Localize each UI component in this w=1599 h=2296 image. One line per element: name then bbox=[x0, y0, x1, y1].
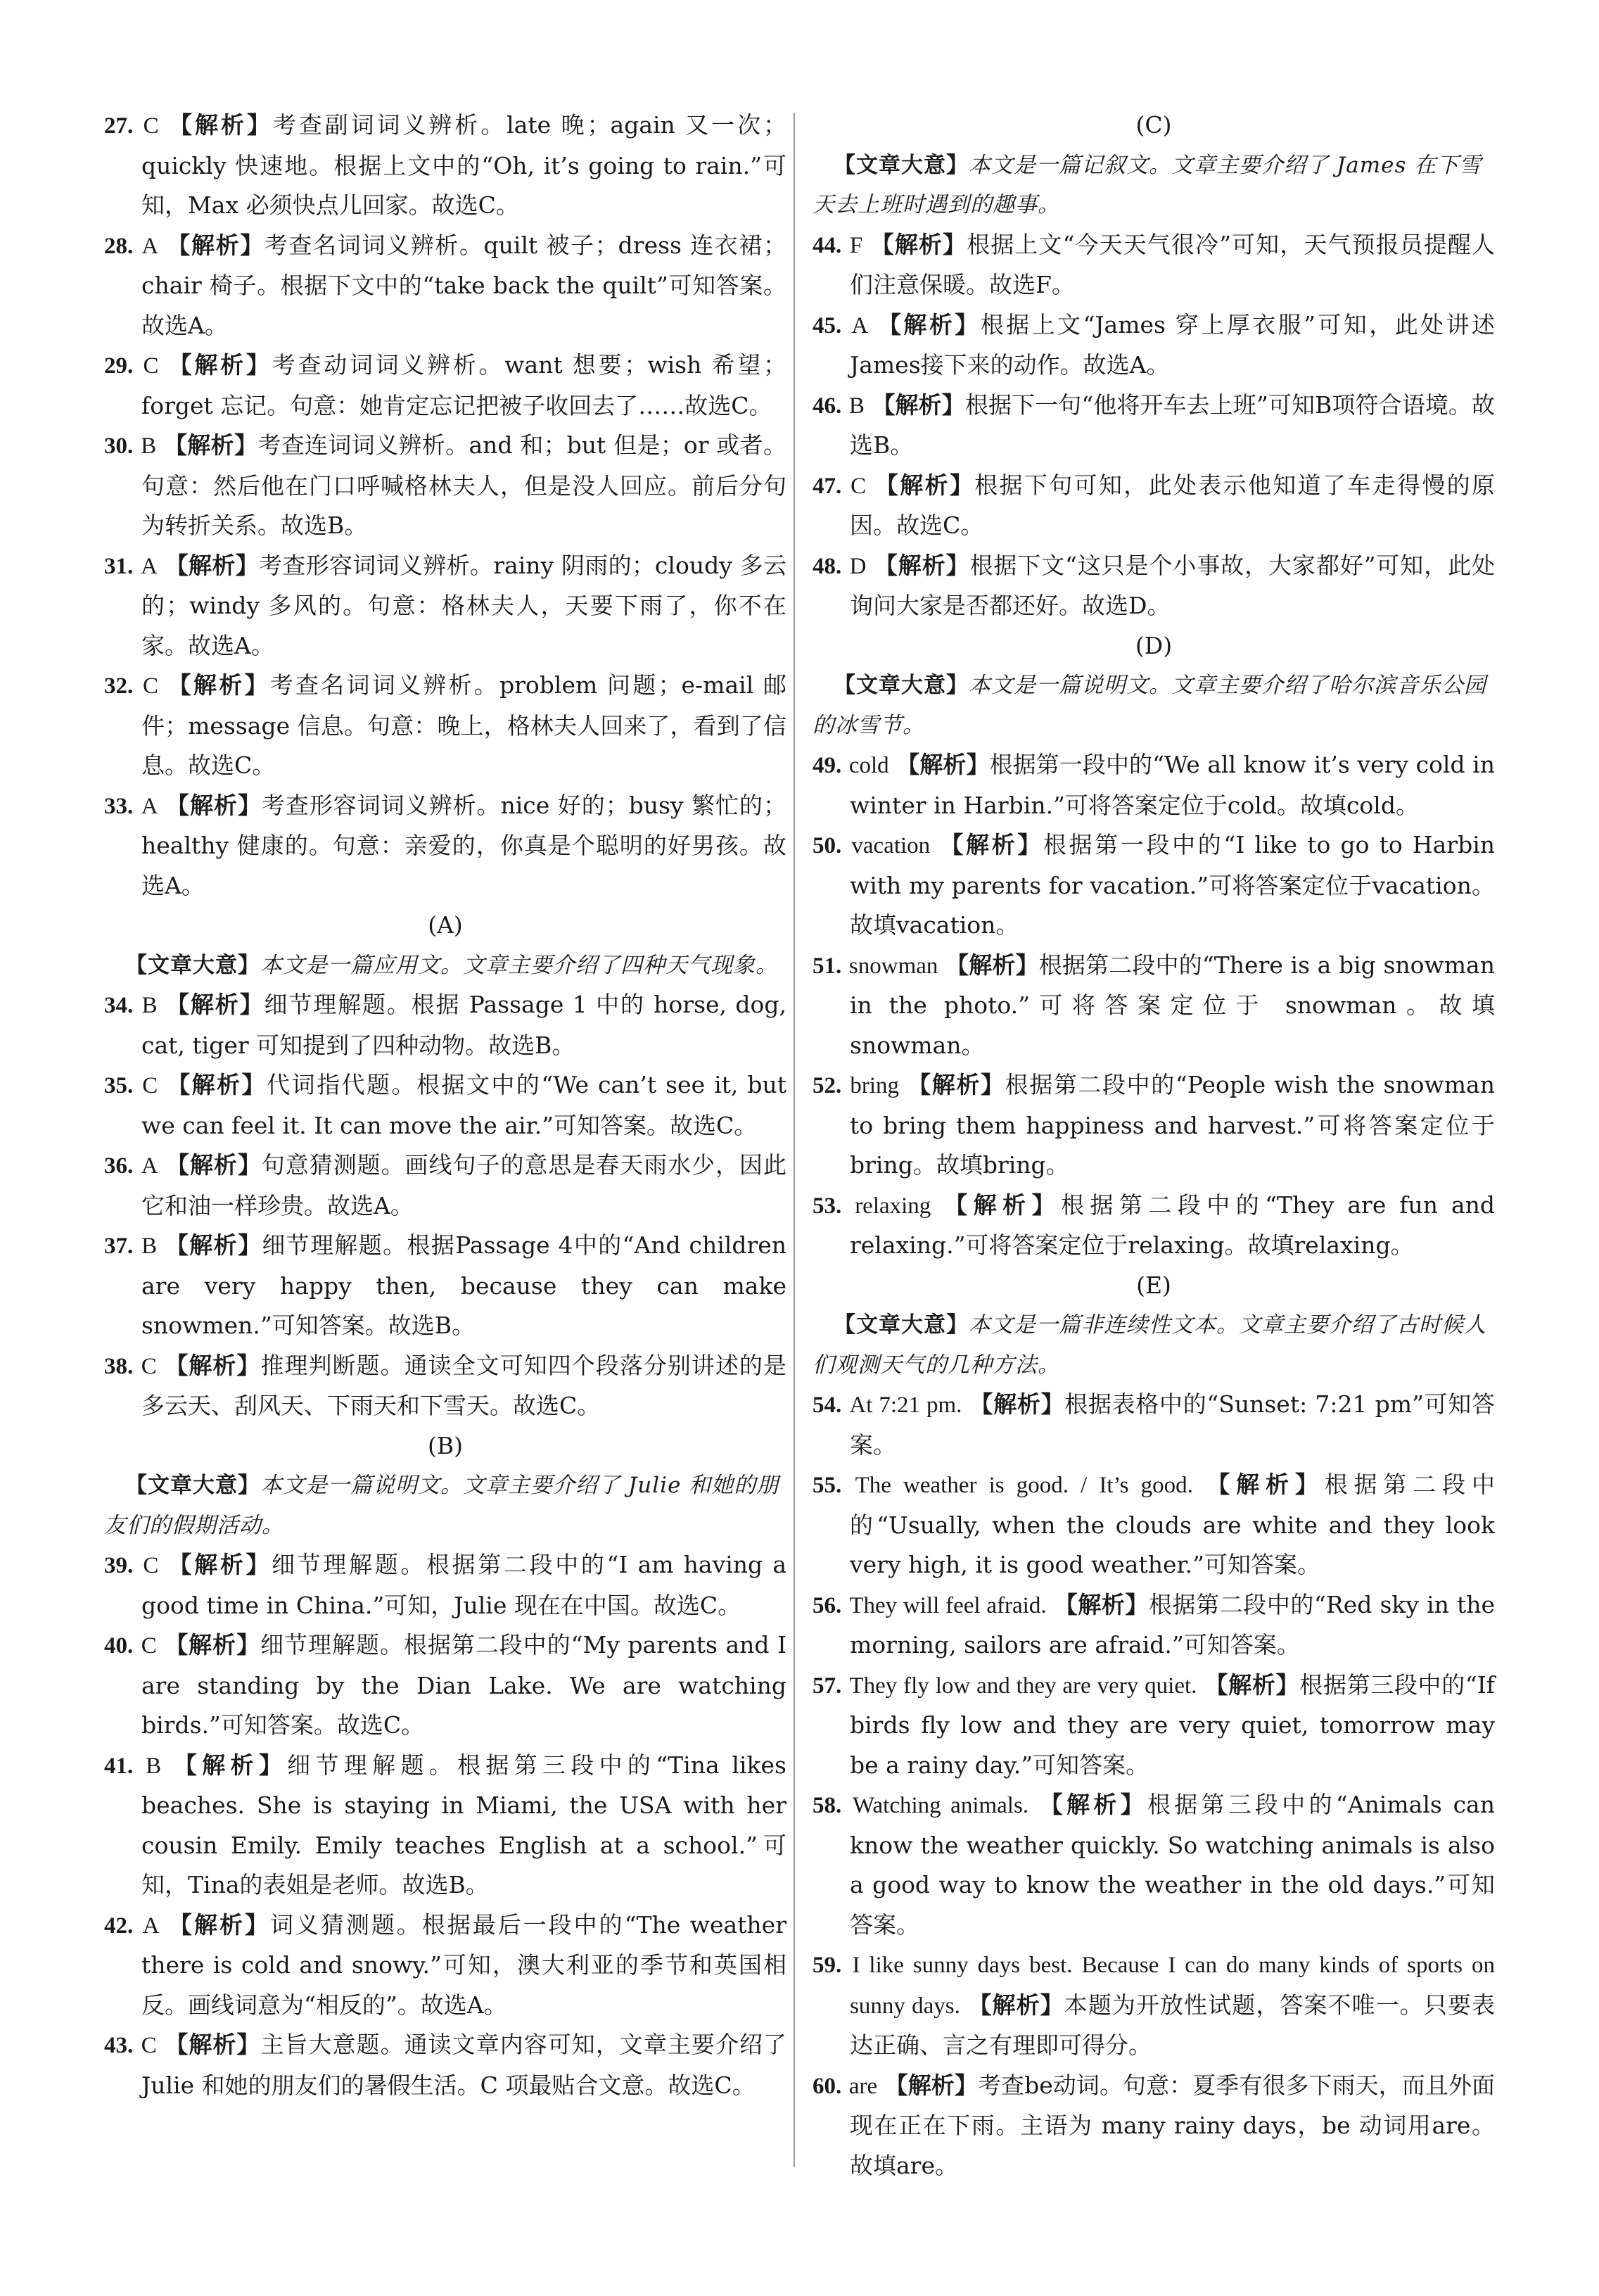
question-number: 46. bbox=[813, 393, 842, 419]
analysis-tag: 【解析】 bbox=[163, 431, 258, 459]
analysis-tag: 【解析】 bbox=[165, 991, 265, 1018]
answer-entry bbox=[104, 1625, 786, 1746]
question-number: 50. bbox=[813, 833, 842, 858]
analysis-text: 根据表格中的“Sunset: 7:21 pm”可知答案。 bbox=[850, 1390, 1495, 1459]
answer-entry bbox=[813, 466, 1495, 546]
question-number: 58. bbox=[813, 1793, 842, 1818]
answer-entry bbox=[104, 546, 786, 666]
analysis-tag: 【解析】 bbox=[944, 1191, 1062, 1219]
question-number: 56. bbox=[813, 1592, 842, 1618]
answer-entry bbox=[813, 1385, 1495, 1465]
question-number: 40. bbox=[104, 1633, 134, 1658]
analysis-text: 代词指代题。根据文中的“We can’t see it, but we can feel it. It can move the air.”可知答案。故选C。 bbox=[141, 1071, 786, 1139]
question-number: 33. bbox=[104, 793, 134, 819]
answer-entry bbox=[104, 985, 786, 1065]
analysis-text: 根据第一段中的“We all know it’s very cold in winter in Harbin.”可将答案定位于cold。故填cold。 bbox=[850, 751, 1495, 819]
answer-choice: The weather is good. / It’s good. bbox=[855, 1473, 1193, 1498]
analysis-tag: 【解析】 bbox=[874, 551, 970, 579]
analysis-tag: 【解析】 bbox=[1054, 1590, 1149, 1618]
answer-choice: A bbox=[141, 553, 158, 579]
summary-tag: 【文章大意】 bbox=[834, 673, 969, 698]
answer-choice: B bbox=[146, 1753, 162, 1779]
answer-entry bbox=[104, 1065, 786, 1146]
answer-entry bbox=[104, 1226, 786, 1346]
answer-entry bbox=[813, 305, 1495, 386]
question-number: 39. bbox=[104, 1553, 134, 1578]
answer-entry bbox=[813, 1785, 1495, 1945]
question-number: 38. bbox=[104, 1353, 134, 1379]
analysis-text: 词义猜测题。根据最后一段中的“The weather there is cold and snowy.”可知，澳大利亚的季节和英国相反。画线词意为“相反的”。故选A。 bbox=[141, 1910, 786, 2019]
passage-summary bbox=[813, 146, 1495, 225]
analysis-tag: 【解析】 bbox=[166, 1151, 262, 1179]
summary-tag: 【文章大意】 bbox=[834, 152, 969, 178]
analysis-tag: 【解析】 bbox=[166, 791, 262, 819]
answer-entry bbox=[104, 426, 786, 546]
analysis-text: 根据第一段中的“I like to go to Harbin with my parents for vacation.”可将答案定位于vacation。故填vacation。 bbox=[850, 831, 1495, 939]
answer-choice: F bbox=[849, 232, 863, 258]
analysis-text: 根据下一句“他将开车去上班”可知B项符合语境。故选B。 bbox=[850, 391, 1496, 459]
answer-choice: C bbox=[142, 1073, 158, 1098]
question-number: 28. bbox=[104, 233, 134, 259]
question-number: 34. bbox=[104, 993, 134, 1018]
analysis-text: 根据第二段中的“Usually, when the clouds are white and they look very high, it is good weather.”可知答案。 bbox=[850, 1471, 1495, 1578]
analysis-tag: 【解析】 bbox=[874, 471, 975, 499]
analysis-tag: 【解析】 bbox=[884, 2071, 978, 2099]
answer-entry bbox=[813, 2066, 1495, 2186]
analysis-text: 根据第二段中的“They are fun and relaxing.”可将答案定位于relaxing。故填relaxing。 bbox=[850, 1191, 1495, 1259]
answer-entry bbox=[813, 1065, 1495, 1186]
analysis-tag: 【解析】 bbox=[165, 1351, 261, 1379]
answer-choice: B bbox=[141, 993, 158, 1018]
analysis-text: 细节理解题。根据第二段中的“My parents and I are standing by the Dian Lake. We are watching birds.”可知答案。故选C。 bbox=[141, 1631, 786, 1739]
answer-choice: At 7:21 pm. bbox=[849, 1393, 962, 1418]
section-heading: (C) bbox=[1135, 111, 1172, 139]
analysis-text: 根据上文“今天天气很冷”可知，天气预报员提醒人们注意保暖。故选F。 bbox=[850, 230, 1496, 298]
analysis-text: 根据下文“这只是个小事故，大家都好”可知，此处询问大家是否都还好。故选D。 bbox=[850, 551, 1495, 619]
answer-entry bbox=[104, 106, 786, 226]
summary-text: 本文是一篇记叙文。文章主要介绍了 James 在下雪天去上班时遇到的趣事。 bbox=[813, 152, 1482, 217]
question-number: 49. bbox=[813, 753, 842, 778]
answer-entry bbox=[813, 946, 1495, 1066]
question-number: 36. bbox=[104, 1153, 134, 1179]
answer-entry bbox=[813, 1186, 1495, 1266]
section-heading: (E) bbox=[1136, 1271, 1171, 1299]
analysis-text: 考查名词词义辨析。problem 问题；e-mail 邮件；message 信息。句意：晚上，格林夫人回来了，看到了信息。故选C。 bbox=[141, 671, 786, 779]
answer-choice: B bbox=[141, 1233, 158, 1259]
analysis-tag: 【解析】 bbox=[1204, 1670, 1300, 1699]
answer-choice: C bbox=[141, 1633, 157, 1658]
answer-choice: A bbox=[141, 793, 158, 819]
analysis-text: 细节理解题。根据第二段中的“I am having a good time in China.”可知，Julie 现在在中国。故选C。 bbox=[141, 1551, 786, 1619]
analysis-text: 考查副词词义辨析。late 晚；again 又一次；quickly 快速地。根据上文中的“Oh, it’s going to rain.”可知，Max 必须快点儿回家。故选C。 bbox=[141, 111, 787, 219]
summary-tag: 【文章大意】 bbox=[834, 1312, 969, 1338]
answer-entry bbox=[813, 386, 1495, 466]
passage-summary bbox=[104, 946, 786, 986]
answer-choice: They will feel afraid. bbox=[849, 1592, 1047, 1618]
question-number: 57. bbox=[813, 1673, 842, 1699]
analysis-tag: 【解析】 bbox=[969, 1390, 1065, 1418]
answer-entry bbox=[104, 226, 786, 346]
question-number: 27. bbox=[104, 113, 134, 139]
answer-choice: bring bbox=[850, 1073, 900, 1098]
analysis-text: 考查名词词义辨析。quilt 被子；dress 连衣裙；chair 椅子。根据下文中的“take back the quilt”可知答案。故选A。 bbox=[141, 231, 786, 339]
question-number: 55. bbox=[813, 1473, 842, 1498]
answer-entry bbox=[813, 825, 1495, 946]
analysis-text: 主旨大意题。通读文章内容可知，文章主要介绍了 Julie 和她的朋友们的暑假生活。C 项最贴合文意。故选C。 bbox=[141, 2031, 787, 2099]
analysis-tag: 【解析】 bbox=[167, 231, 265, 259]
analysis-tag: 【解析】 bbox=[1039, 1791, 1147, 1818]
question-number: 30. bbox=[104, 433, 134, 459]
answer-choice: A bbox=[141, 1153, 158, 1179]
analysis-text: 根据第二段中的“Red sky in the morning, sailors are afraid.”可知答案。 bbox=[850, 1590, 1495, 1658]
analysis-tag: 【解析】 bbox=[872, 391, 965, 419]
section-heading: (D) bbox=[1135, 631, 1173, 659]
question-number: 32. bbox=[104, 673, 134, 699]
question-number: 47. bbox=[813, 473, 842, 499]
answer-choice: C bbox=[143, 1553, 159, 1578]
answer-choice: C bbox=[143, 673, 159, 699]
question-number: 59. bbox=[813, 1953, 842, 1978]
summary-text: 本文是一篇说明文。文章主要介绍了哈尔滨音乐公园的冰雪节。 bbox=[813, 673, 1486, 738]
analysis-text: 考查形容词词义辨析。nice 好的；busy 繁忙的；healthy 健康的。句意：亲爱的，你真是个聪明的好男孩。故选A。 bbox=[141, 791, 786, 899]
question-number: 51. bbox=[813, 953, 842, 979]
analysis-text: 本题为开放性试题，答案不唯一。只要表达正确、言之有理即可得分。 bbox=[850, 1991, 1495, 2059]
answer-entry bbox=[104, 1146, 786, 1226]
analysis-tag: 【解析】 bbox=[968, 1991, 1064, 2019]
answer-choice: cold bbox=[848, 753, 889, 778]
question-number: 29. bbox=[104, 353, 134, 379]
answer-entry bbox=[104, 666, 786, 786]
answer-entry bbox=[104, 345, 786, 426]
analysis-tag: 【解析】 bbox=[165, 551, 260, 579]
analysis-tag: 【解析】 bbox=[870, 230, 967, 258]
question-number: 54. bbox=[813, 1393, 842, 1418]
analysis-tag: 【解析】 bbox=[165, 2031, 261, 2058]
passage-summary bbox=[104, 1466, 786, 1545]
answer-entry bbox=[813, 1465, 1495, 1585]
analysis-tag: 【解析】 bbox=[168, 1551, 272, 1578]
answer-choice: B bbox=[848, 393, 865, 419]
question-number: 60. bbox=[813, 2073, 842, 2099]
analysis-tag: 【解析】 bbox=[167, 1071, 267, 1098]
answer-entry bbox=[104, 1545, 786, 1625]
summary-text: 本文是一篇非连续性文本。文章主要介绍了古时候人们观测天气的几种方法。 bbox=[813, 1312, 1486, 1378]
summary-text: 本文是一篇应用文。文章主要介绍了四种天气现象。 bbox=[260, 952, 778, 978]
analysis-text: 根据上文“James 穿上厚衣服”可知，此处讲述 James接下来的动作。故选A。 bbox=[850, 310, 1496, 379]
summary-tag: 【文章大意】 bbox=[125, 952, 260, 978]
column-divider bbox=[794, 113, 795, 2167]
analysis-tag: 【解析】 bbox=[945, 951, 1039, 979]
question-number: 52. bbox=[813, 1073, 842, 1098]
analysis-tag: 【解析】 bbox=[167, 671, 270, 699]
analysis-tag: 【解析】 bbox=[877, 310, 981, 338]
answer-entry bbox=[104, 1746, 786, 1905]
analysis-tag: 【解析】 bbox=[1206, 1471, 1325, 1498]
section-heading: (A) bbox=[428, 911, 463, 939]
answer-choice: C bbox=[851, 473, 867, 499]
analysis-tag: 【解析】 bbox=[173, 1751, 288, 1779]
analysis-text: 根据第三段中的“If birds fly low and they are very quiet, tomorrow may be a rainy day.”可知答案。 bbox=[850, 1670, 1495, 1779]
answer-entry bbox=[104, 786, 786, 906]
answer-choice: I like sunny days best. Because I can do many kinds of sports on sunny days. bbox=[850, 1953, 1495, 2019]
analysis-tag: 【解析】 bbox=[165, 1631, 261, 1658]
answer-choice: C bbox=[141, 2033, 157, 2058]
answer-entry bbox=[104, 1905, 786, 2026]
answer-choice: They fly low and they are very quiet. bbox=[849, 1673, 1197, 1699]
analysis-text: 细节理解题。根据Passage 4中的“And children are very happy then, because they can make snowmen.”可知答案。故选B。 bbox=[141, 1231, 786, 1339]
passage-summary bbox=[813, 666, 1495, 745]
analysis-text: 细节理解题。根据 Passage 1 中的 horse, dog, cat, tiger 可知提到了四种动物。故选B。 bbox=[141, 991, 786, 1059]
right-column bbox=[813, 106, 1495, 2186]
analysis-tag: 【解析】 bbox=[940, 831, 1043, 858]
question-number: 45. bbox=[813, 312, 842, 338]
analysis-text: 根据第二段中的“There is a big snowman in the photo.”可将答案定位于 snowman。故填snowman。 bbox=[850, 951, 1495, 1059]
question-number: 44. bbox=[813, 232, 842, 258]
summary-tag: 【文章大意】 bbox=[125, 1473, 260, 1498]
answer-choice: C bbox=[141, 1353, 157, 1379]
analysis-tag: 【解析】 bbox=[169, 1910, 270, 1939]
analysis-text: 考查连词词义辨析。and 和；but 但是；or 或者。句意：然后他在门口呼喊格林夫人，但是没人回应。前后分句为转折关系。故选B。 bbox=[141, 431, 787, 539]
answer-choice: D bbox=[849, 553, 867, 579]
analysis-text: 根据第三段中的“Animals can know the weather quickly. So watching animals is also a good way to know the weather in the old days.”可知答案。 bbox=[850, 1791, 1495, 1939]
answer-choice: vacation bbox=[851, 833, 931, 858]
answer-entry bbox=[813, 745, 1495, 825]
answer-entry bbox=[813, 546, 1495, 626]
analysis-text: 根据下句可知，此处表示他知道了车走得慢的原因。故选C。 bbox=[850, 471, 1495, 539]
answer-choice: are bbox=[848, 2073, 878, 2099]
question-number: 31. bbox=[104, 553, 134, 579]
left-column bbox=[104, 106, 786, 2105]
answer-choice: A bbox=[851, 312, 869, 338]
question-number: 37. bbox=[104, 1233, 134, 1259]
passage-summary bbox=[813, 1305, 1495, 1385]
summary-text: 本文是一篇说明文。文章主要介绍了 Julie 和她的朋友们的假期活动。 bbox=[104, 1473, 779, 1538]
analysis-tag: 【解析】 bbox=[165, 1231, 262, 1259]
question-number: 48. bbox=[813, 553, 842, 579]
answer-choice: C bbox=[143, 353, 159, 379]
answer-choice: Watching animals. bbox=[853, 1793, 1029, 1818]
analysis-text: 考查动词词义辨析。want 想要；wish 希望；forget 忘记。句意：她肯定忘记把被子收回去了……故选C。 bbox=[141, 351, 787, 419]
answer-entry bbox=[104, 2025, 786, 2105]
answer-choice: snowman bbox=[848, 953, 938, 979]
analysis-text: 考查形容词词义辨析。rainy 阴雨的；cloudy 多云的；windy 多风的。句意：格林夫人，天要下雨了，你不在家。故选A。 bbox=[141, 551, 786, 659]
answer-choice: relaxing bbox=[855, 1193, 931, 1219]
answer-choice: A bbox=[142, 1913, 160, 1939]
analysis-text: 考查be动词。句意：夏季有很多下雨天，而且外面现在正在下雨。主语为 many rainy days，be 动词用are。故填are。 bbox=[850, 2071, 1496, 2179]
question-number: 41. bbox=[104, 1753, 134, 1779]
analysis-tag: 【解析】 bbox=[168, 351, 272, 379]
answer-choice: A bbox=[141, 233, 159, 259]
analysis-tag: 【解析】 bbox=[896, 751, 990, 778]
analysis-tag: 【解析】 bbox=[907, 1071, 1005, 1098]
question-number: 35. bbox=[104, 1073, 134, 1098]
analysis-text: 细节理解题。根据第三段中的“Tina likes beaches. She is staying in Miami, the USA with her cousin Emily. Emily teaches English at a school.”可知，Tina的表姐是老师。故选B。 bbox=[141, 1751, 786, 1898]
section-heading: (B) bbox=[428, 1431, 463, 1459]
analysis-tag: 【解析】 bbox=[169, 111, 273, 139]
answer-choice: C bbox=[143, 113, 159, 139]
question-number: 42. bbox=[104, 1913, 134, 1939]
analysis-text: 推理判断题。通读全文可知四个段落分别讲述的是多云天、刮风天、下雨天和下雪天。故选C。 bbox=[141, 1351, 787, 1419]
answer-entry bbox=[813, 1945, 1495, 2066]
analysis-text: 句意猜测题。画线句子的意思是春天雨水少，因此它和油一样珍贵。故选A。 bbox=[141, 1151, 786, 1219]
question-number: 43. bbox=[104, 2033, 134, 2058]
answer-choice: B bbox=[141, 433, 157, 459]
question-number: 53. bbox=[813, 1193, 842, 1219]
analysis-text: 根据第二段中的“People wish the snowman to bring them happiness and harvest.”可将答案定位于bring。故填bring。 bbox=[850, 1071, 1495, 1179]
answer-entry bbox=[813, 225, 1495, 305]
answer-entry bbox=[104, 1346, 786, 1426]
answer-entry bbox=[813, 1585, 1495, 1666]
answer-entry bbox=[813, 1666, 1495, 1786]
